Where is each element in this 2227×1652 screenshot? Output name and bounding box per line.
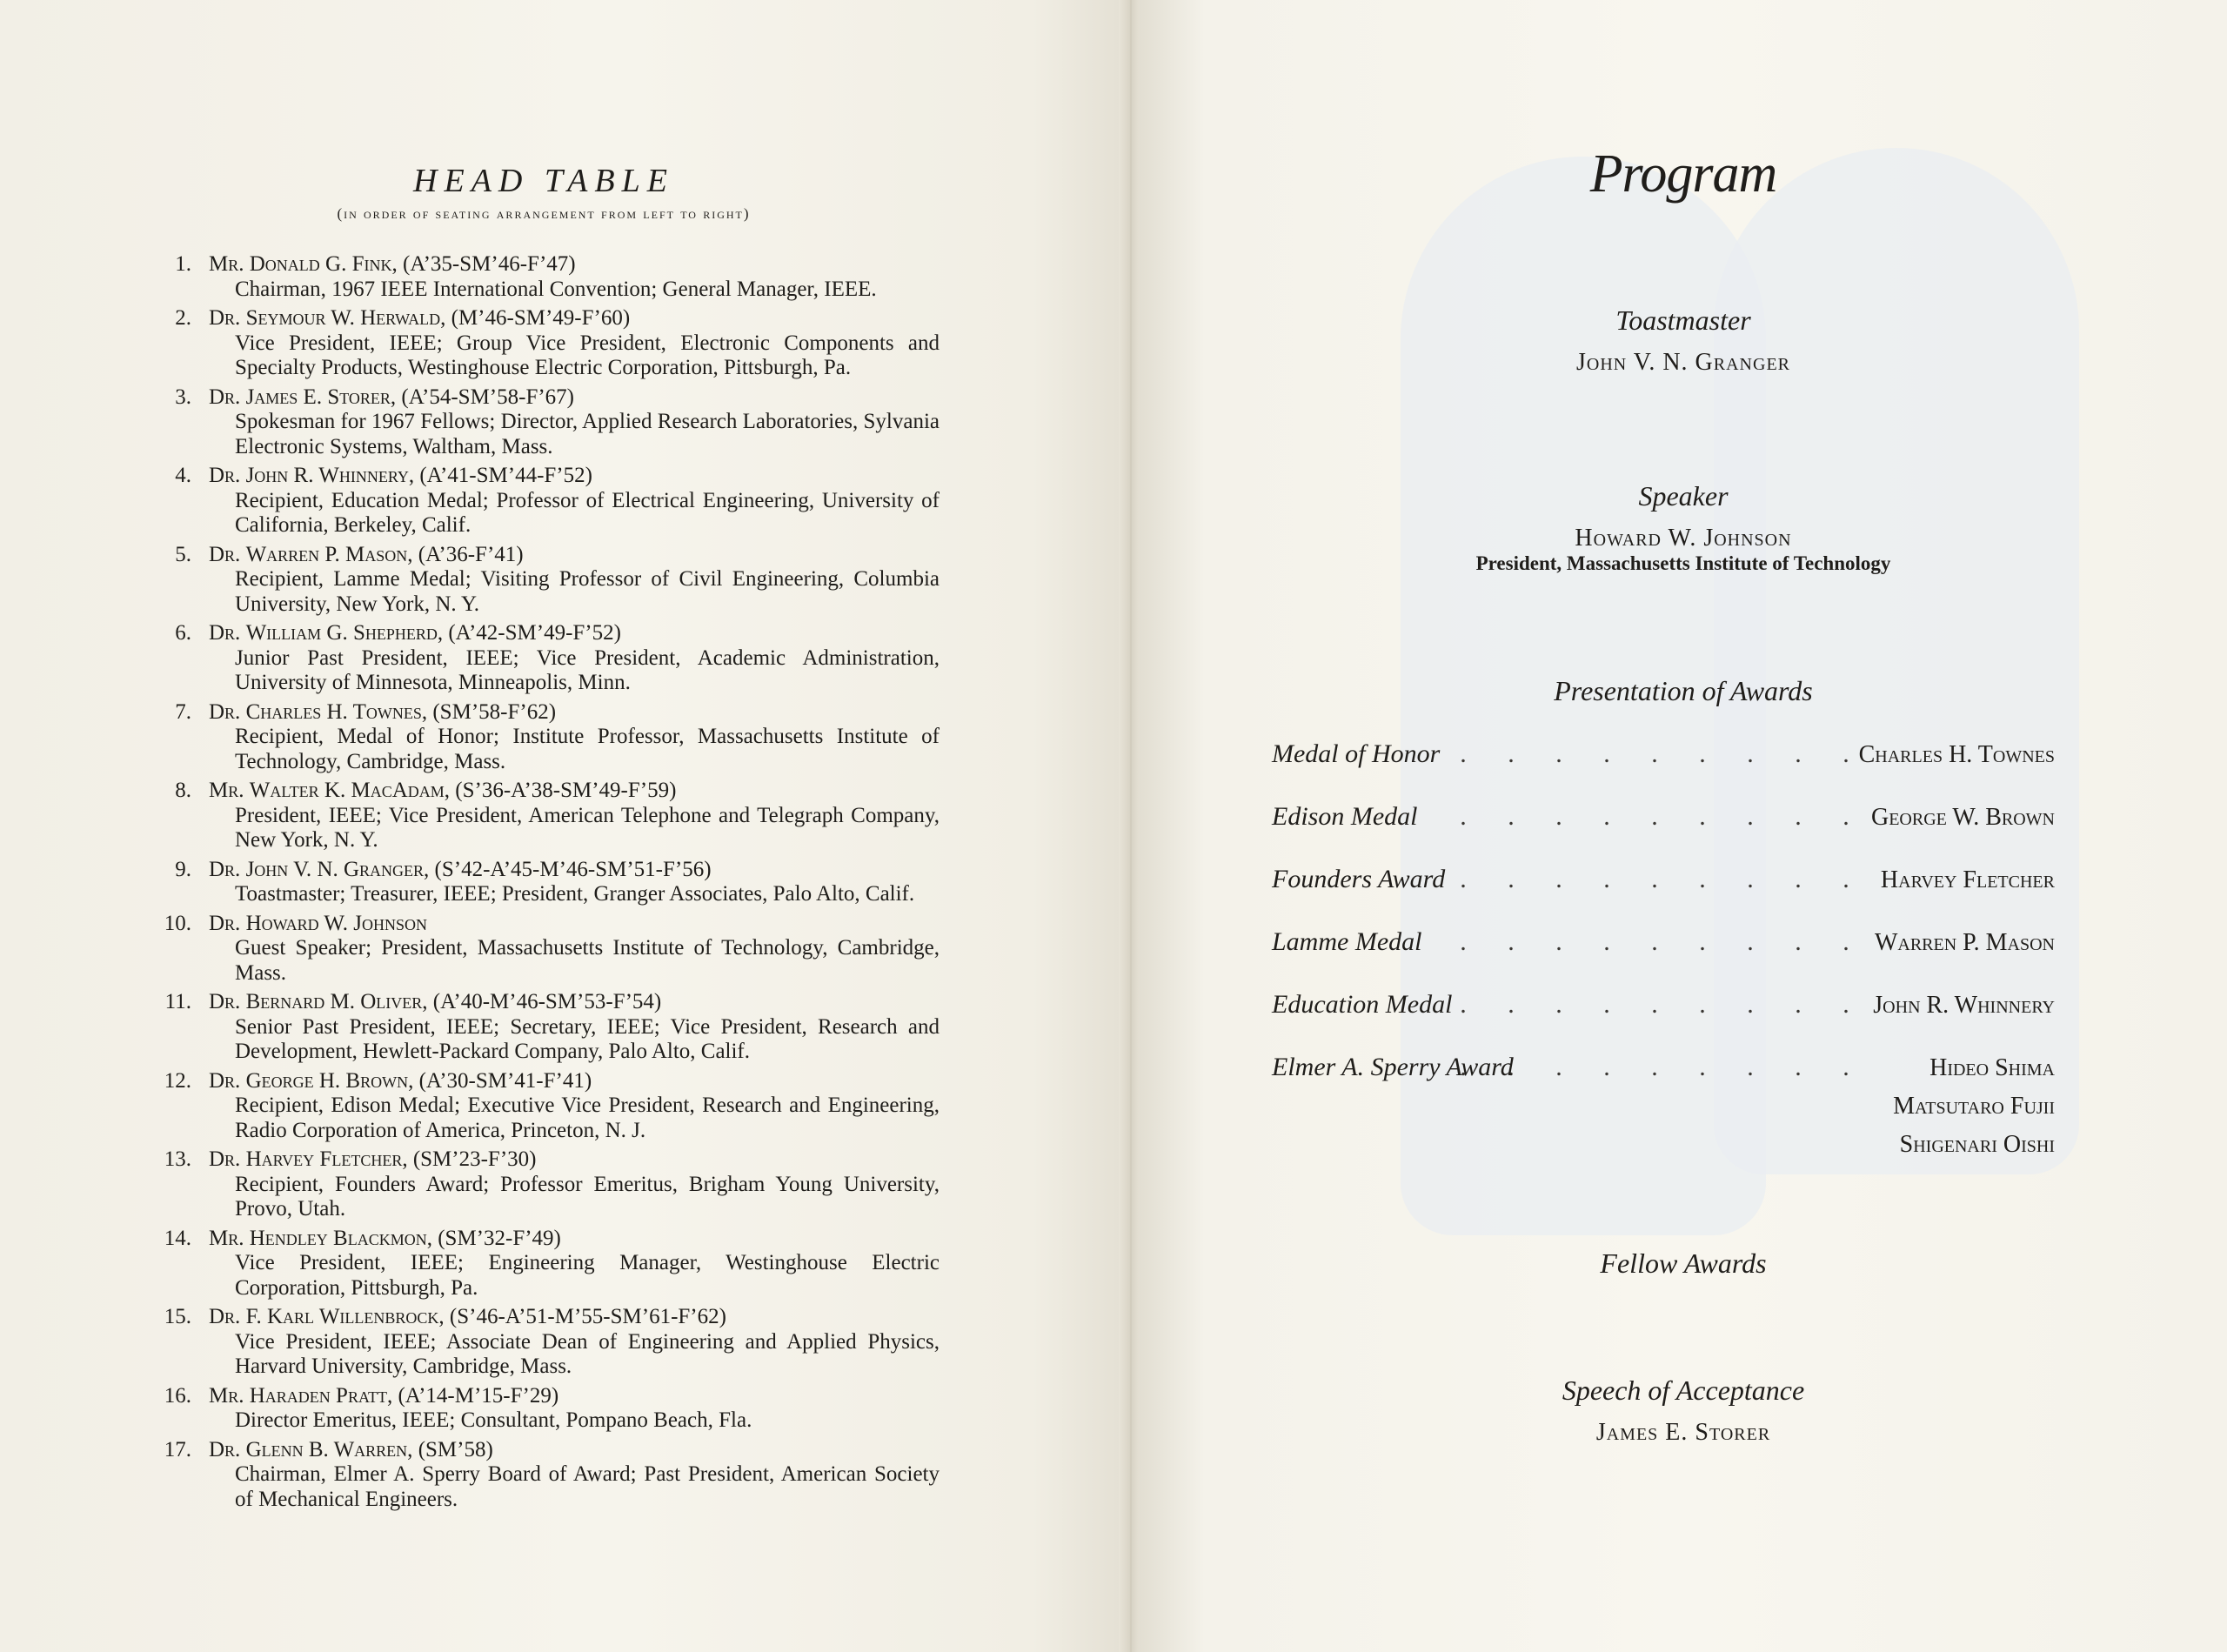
entry-number: 4. — [175, 464, 191, 487]
entry-title: Dr. — [209, 857, 241, 881]
speaker-section — [1140, 480, 2227, 575]
entry-description: Director Emeritus, IEEE; Consultant, Pompano Beach, Fla. — [235, 1408, 752, 1432]
entry-grades: (A’54-SM’58-F’67) — [401, 385, 575, 409]
head-table-entry — [157, 1438, 940, 1513]
head-table-entry — [157, 252, 940, 302]
entry-name: Donald G. Fink, — [249, 252, 398, 276]
entry-name: Hendley Blackmon, — [249, 1226, 432, 1250]
entry-grades: (SM’32-F’49) — [438, 1226, 561, 1250]
entry-grades: (A’30-SM’41-F’41) — [418, 1068, 592, 1093]
entry-name-line — [209, 858, 712, 881]
entry-name-line — [209, 1147, 537, 1171]
speaker-heading: Speaker — [1638, 480, 1729, 512]
award-row — [1272, 739, 2055, 802]
entry-name-line — [209, 990, 661, 1013]
entry-grades: (SM’58) — [418, 1437, 493, 1461]
entry-description: Spokesman for 1967 Fellows; Director, Applied Research Laboratories, Sylvania Electronic Systems, Waltham, Mass. — [235, 410, 940, 458]
entry-title: Dr. — [209, 385, 241, 409]
leader-dots: . . . . . . . . . — [1460, 1053, 1867, 1081]
entry-number: 3. — [175, 385, 191, 409]
entry-number: 11. — [164, 990, 191, 1013]
entry-number: 15. — [164, 1305, 191, 1328]
toastmaster-name: John V. N. Granger — [1576, 349, 1790, 376]
leader-dots: . . . . . . . . . — [1460, 802, 1867, 831]
entry-name-line — [209, 779, 676, 802]
award-recipient: Charles H. Townes — [1858, 741, 2055, 768]
entry-grades: (S’36-A’38-SM’49-F’59) — [455, 779, 677, 802]
entry-grades: (A’14-M’15-F’29) — [398, 1383, 559, 1408]
award-recipients — [1871, 799, 2055, 837]
award-label: Education Medal — [1272, 990, 1453, 1019]
entry-name: James E. Storer, — [245, 385, 397, 409]
award-recipient: George W. Brown — [1870, 804, 2055, 831]
entry-name-line — [209, 621, 621, 645]
award-row — [1272, 927, 2055, 990]
entry-grades: (M’46-SM’49-F’60) — [451, 306, 631, 330]
entry-title: Dr. — [209, 621, 241, 645]
award-recipients — [1893, 1049, 2055, 1164]
entry-name-line — [209, 385, 574, 409]
entry-number: 10. — [164, 911, 191, 935]
leader-dots: . . . . . . . . . — [1460, 927, 1867, 956]
toastmaster-heading: Toastmaster — [1615, 304, 1751, 336]
entry-number: 13. — [164, 1147, 191, 1171]
fellow-awards-section — [1140, 1247, 2227, 1280]
entry-name: William G. Shepherd, — [245, 621, 444, 645]
entry-title: Dr. — [209, 1068, 241, 1093]
speaker-name: Howard W. Johnson — [1575, 525, 1792, 552]
leader-dots: . . . . . . . . . — [1460, 865, 1867, 893]
entry-name-line — [209, 464, 592, 487]
entry-title: Dr. — [209, 990, 241, 1013]
entry-description: Junior Past President, IEEE; Vice President, Academic Administration, University of Minnesota, Minneapolis, Minn. — [235, 645, 940, 694]
entry-description: Chairman, 1967 IEEE International Convention; General Manager, IEEE. — [235, 277, 877, 301]
head-table-entry — [157, 621, 940, 696]
entry-name-line — [209, 1384, 558, 1408]
entry-title: Dr. — [209, 1305, 241, 1328]
head-table-entry — [157, 700, 940, 775]
entry-name: Harvey Fletcher, — [245, 1147, 408, 1171]
entry-description: Guest Speaker; President, Massachusetts Institute of Technology, Cambridge, Mass. — [235, 936, 940, 985]
leader-dots: . . . . . . . . . — [1460, 990, 1867, 1019]
entry-grades: (S’46-A’51-M’55-SM’61-F’62) — [449, 1305, 726, 1328]
head-table-entry — [157, 1384, 940, 1434]
head-table-entry — [157, 306, 940, 381]
entry-name: Glenn B. Warren, — [245, 1437, 413, 1461]
entry-description: Recipient, Education Medal; Professor of Electrical Engineering, University of California, Berkeley, Calif. — [235, 488, 940, 537]
entry-grades: (SM’58-F’62) — [432, 699, 557, 724]
entry-number: 5. — [175, 542, 191, 566]
head-table-subtitle: (in order of seating arrangement from left to right) — [337, 205, 751, 222]
award-recipients — [1881, 861, 2055, 900]
award-label: Elmer A. Sperry Award — [1272, 1053, 1514, 1081]
entry-name: Haraden Pratt, — [249, 1383, 393, 1408]
entry-name: Warren P. Mason, — [245, 542, 413, 566]
entry-description: Recipient, Lamme Medal; Visiting Professor of Civil Engineering, Columbia University, New York, N. Y. — [235, 567, 940, 616]
entry-name: Howard W. Johnson — [245, 911, 427, 935]
entry-grades: (SM’23-F’30) — [412, 1147, 537, 1171]
entry-title: Mr. — [209, 779, 244, 802]
toastmaster-section — [1140, 304, 2227, 377]
award-recipient: Harvey Fletcher — [1880, 866, 2055, 893]
fellow-awards-heading: Fellow Awards — [1600, 1247, 1767, 1279]
head-table-entry — [157, 912, 940, 987]
leader-dots: . . . . . . . . . — [1460, 739, 1867, 768]
head-table-entry — [157, 779, 940, 853]
entry-description: Vice President, IEEE; Group Vice President, Electronic Components and Specialty Products, Westinghouse Electric Corporation, Pittsburgh, Pa. — [235, 331, 940, 379]
entry-name: Charles H. Townes, — [245, 699, 428, 724]
right-page — [1140, 0, 2227, 1652]
award-label: Lamme Medal — [1272, 927, 1422, 956]
entry-description: Recipient, Founders Award; Professor Emeritus, Brigham Young University, Provo, Utah. — [235, 1172, 940, 1221]
acceptance-name: James E. Storer — [1595, 1419, 1771, 1446]
award-label: Edison Medal — [1272, 802, 1418, 831]
entry-grades: (A’42-SM’49-F’52) — [448, 621, 621, 645]
entry-title: Dr. — [209, 1437, 241, 1461]
entry-number: 14. — [164, 1226, 191, 1250]
entry-description: President, IEEE; Vice President, American Telephone and Telegraph Company, New York, N. Y. — [235, 803, 940, 852]
entry-name-line — [209, 1069, 592, 1093]
entry-number: 8. — [175, 779, 191, 802]
entry-number: 7. — [175, 699, 191, 724]
entry-name-line — [209, 700, 556, 724]
head-table-entry — [157, 1069, 940, 1144]
head-table-entry — [157, 385, 940, 460]
entry-name-line — [209, 912, 427, 935]
head-table-entry — [157, 858, 940, 907]
entry-name: Bernard M. Oliver, — [245, 990, 428, 1013]
entry-title: Mr. — [209, 252, 244, 276]
award-recipient: Warren P. Mason — [1874, 929, 2055, 956]
entry-description: Senior Past President, IEEE; Secretary, IEEE; Vice President, Research and Development, Hewlett-Packard Company, Palo Alto, Calif. — [235, 1014, 940, 1063]
entry-grades: (S’42-A’45-M’46-SM’51-F’56) — [434, 857, 712, 881]
entry-description: Toastmaster; Treasurer, IEEE; President, Granger Associates, Palo Alto, Calif. — [235, 882, 915, 906]
speaker-affiliation: President, Massachusetts Institute of Technology — [1475, 552, 1891, 574]
entry-title: Dr. — [209, 306, 241, 330]
program-title: Program — [1589, 144, 1777, 204]
award-recipients — [1875, 924, 2055, 962]
entry-grades: (A’35-SM’46-F’47) — [403, 252, 576, 276]
head-table-entry — [157, 543, 940, 618]
head-table-title: HEAD TABLE — [413, 163, 674, 199]
entry-title: Dr. — [209, 1147, 241, 1171]
entry-name: John V. N. Granger, — [245, 857, 430, 881]
entry-name-line — [209, 1227, 561, 1250]
entry-number: 16. — [164, 1383, 191, 1408]
award-recipient: Shigenari Oishi — [1899, 1131, 2055, 1158]
entry-title: Dr. — [209, 699, 241, 724]
head-table-entry — [157, 1227, 940, 1301]
acceptance-section — [1140, 1374, 2227, 1447]
entry-number: 9. — [175, 857, 191, 881]
entry-number: 1. — [175, 252, 191, 276]
award-recipient: Matsutaro Fujii — [1893, 1093, 2055, 1120]
award-row — [1272, 802, 2055, 865]
entry-name-line — [209, 1305, 726, 1328]
award-recipient: John R. Whinnery — [1873, 992, 2055, 1019]
head-table-list — [157, 252, 940, 1516]
entry-name: Seymour W. Herwald, — [245, 306, 446, 330]
award-row — [1272, 865, 2055, 927]
entry-title: Dr. — [209, 464, 241, 487]
entry-number: 2. — [175, 306, 191, 330]
awards-heading-block — [1140, 675, 2227, 707]
entry-title: Dr. — [209, 911, 241, 935]
head-table-entry — [157, 1305, 940, 1380]
entry-name: John R. Whinnery, — [245, 464, 415, 487]
awards-heading: Presentation of Awards — [1554, 675, 1813, 706]
acceptance-heading: Speech of Acceptance — [1562, 1374, 1805, 1406]
entry-name-line — [209, 543, 524, 566]
entry-title: Dr. — [209, 542, 241, 566]
entry-grades: (A’41-SM’44-F’52) — [419, 464, 592, 487]
entry-name-line — [209, 1438, 493, 1461]
entry-name: Walter K. MacAdam, — [249, 779, 451, 802]
entry-grades: (A’40-M’46-SM’53-F’54) — [432, 990, 662, 1013]
entry-description: Recipient, Edison Medal; Executive Vice President, Research and Engineering, Radio Corporation of America, Princeton, N. J. — [235, 1094, 940, 1142]
entry-description: Vice President, IEEE; Engineering Manager, Westinghouse Electric Corporation, Pittsburgh, Pa. — [235, 1251, 940, 1300]
awards-list — [1272, 739, 2055, 1192]
entry-description: Chairman, Elmer A. Sperry Board of Award; Past President, American Society of Mechanical Engineers. — [235, 1462, 940, 1511]
award-row — [1272, 990, 2055, 1053]
head-table-entry — [157, 990, 940, 1065]
entry-name: George H. Brown, — [245, 1068, 414, 1093]
entry-number: 17. — [164, 1437, 191, 1461]
head-table-entry — [157, 464, 940, 538]
entry-name-line — [209, 306, 630, 330]
head-table-entry — [157, 1147, 940, 1222]
entry-description: Recipient, Medal of Honor; Institute Professor, Massachusetts Institute of Technology, Cambridge, Mass. — [235, 725, 940, 773]
entry-title: Mr. — [209, 1226, 244, 1250]
award-row — [1272, 1053, 2055, 1192]
entry-description: Vice President, IEEE; Associate Dean of Engineering and Applied Physics, Harvard University, Cambridge, Mass. — [235, 1329, 940, 1378]
award-recipients — [1873, 987, 2055, 1025]
entry-title: Mr. — [209, 1383, 244, 1408]
award-label: Founders Award — [1272, 865, 1446, 893]
award-label: Medal of Honor — [1272, 739, 1441, 768]
entry-grades: (A’36-F’41) — [418, 542, 524, 566]
entry-name: F. Karl Willenbrock, — [245, 1305, 445, 1328]
entry-number: 12. — [164, 1068, 191, 1093]
entry-name-line — [209, 252, 576, 276]
award-recipients — [1859, 736, 2055, 774]
entry-number: 6. — [175, 621, 191, 645]
award-recipient: Hideo Shima — [1929, 1054, 2055, 1081]
